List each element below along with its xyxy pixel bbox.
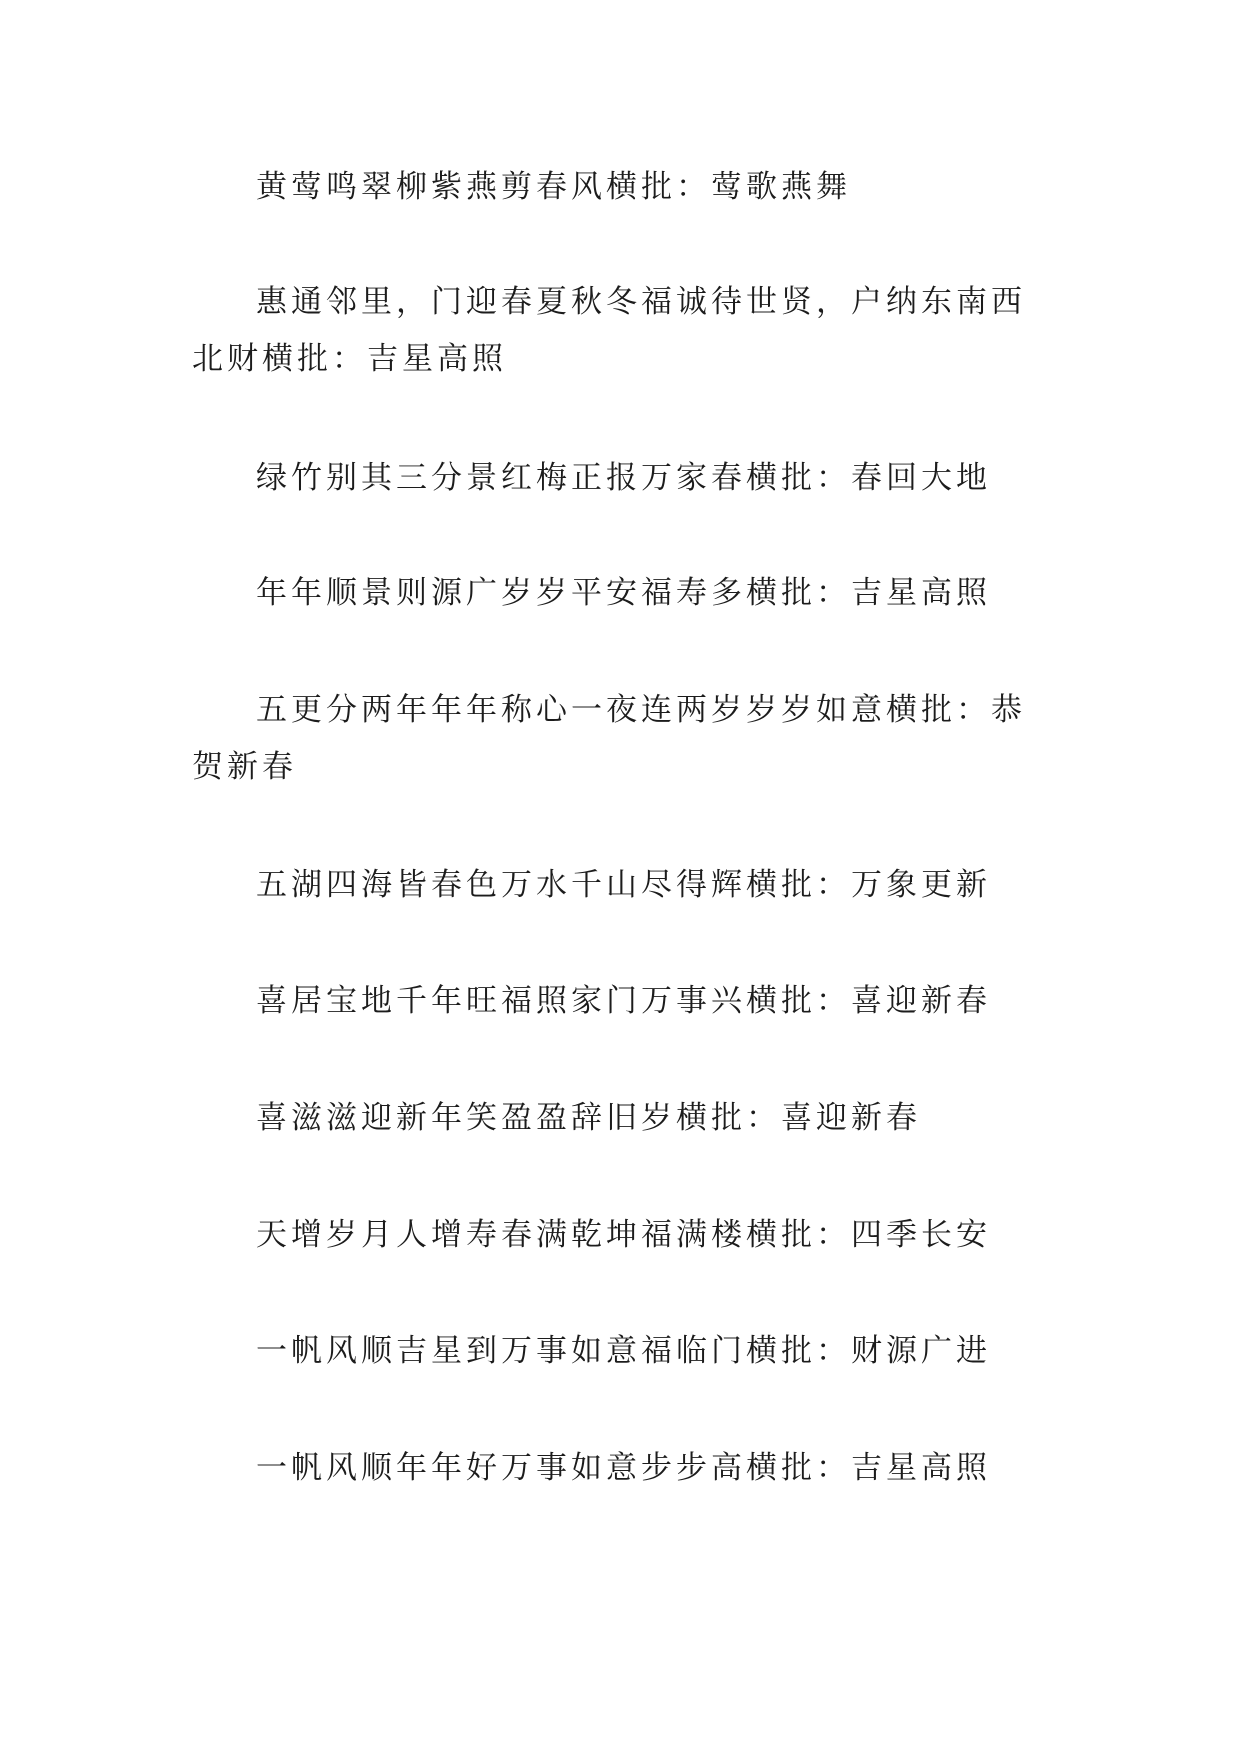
couplet-paragraph: 惠通邻里，门迎春夏秋冬福诚待世贤，户纳东南西北财横批：吉星高照 — [192, 284, 1026, 377]
couplet-paragraph: 喜居宝地千年旺福照家门万事兴横批：喜迎新春 — [256, 983, 991, 1019]
couplet-paragraph: 五更分两年年年称心一夜连两岁岁岁如意横批：恭贺新春 — [192, 692, 1026, 785]
couplet-paragraph: 五湖四海皆春色万水千山尽得辉横批：万象更新 — [256, 867, 991, 903]
couplet-paragraph: 年年顺景则源广岁岁平安福寿多横批：吉星高照 — [256, 575, 991, 611]
couplet-paragraph: 喜滋滋迎新年笑盈盈辞旧岁横批：喜迎新春 — [256, 1100, 921, 1136]
couplet-paragraph: 一帆风顺年年好万事如意步步高横批：吉星高照 — [256, 1450, 991, 1486]
couplet-paragraph: 黄莺鸣翠柳紫燕剪春风横批：莺歌燕舞 — [256, 169, 851, 205]
couplet-paragraph: 天增岁月人增寿春满乾坤福满楼横批：四季长安 — [256, 1217, 991, 1253]
couplet-paragraph: 绿竹别其三分景红梅正报万家春横批：春回大地 — [256, 460, 991, 496]
couplet-paragraph: 一帆风顺吉星到万事如意福临门横批：财源广进 — [256, 1333, 991, 1369]
